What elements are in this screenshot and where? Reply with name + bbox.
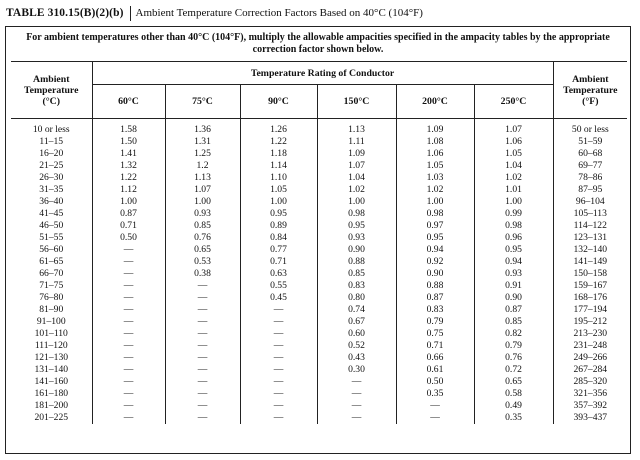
table-row bbox=[11, 376, 627, 388]
ambient-fahrenheit-cell: 78–86 bbox=[553, 172, 627, 184]
table-number: TABLE 310.15(B)(2)(b) bbox=[6, 7, 124, 19]
factor-200c-cell: — bbox=[396, 400, 474, 412]
factor-90c-cell: — bbox=[240, 328, 317, 340]
factor-60c-cell: 0.71 bbox=[120, 220, 137, 231]
factor-75c-cell: — bbox=[165, 304, 240, 316]
table-row bbox=[11, 328, 627, 340]
factor-250c-cell: 0.82 bbox=[474, 328, 553, 340]
table-row bbox=[11, 208, 627, 220]
table-intro-note: For ambient temperatures other than 40°C (104°F), multiply the allowable ampacities specified in the ampacity tables by the appropriate correction factor shown below. bbox=[26, 32, 610, 55]
table-row bbox=[11, 232, 627, 244]
ambient-fahrenheit-cell: 393–437 bbox=[553, 412, 627, 424]
ambient-fahrenheit-cell: 177–194 bbox=[553, 304, 627, 316]
factor-150c-cell: — bbox=[317, 412, 396, 424]
factor-75c-cell: 0.85 bbox=[165, 220, 240, 232]
factor-90c-cell: 0.55 bbox=[240, 280, 317, 292]
ambient-celsius-cell: 51–55 bbox=[11, 232, 92, 244]
ambient-celsius-cell: 26–30 bbox=[11, 172, 92, 184]
factor-200c-cell: 0.61 bbox=[396, 364, 474, 376]
factor-150c-cell: 0.52 bbox=[317, 340, 396, 352]
table-row bbox=[11, 244, 627, 256]
factor-250c-cell: 0.87 bbox=[474, 304, 553, 316]
header-ambient-fahrenheit-line1: Ambient bbox=[572, 73, 609, 85]
header-ambient-fahrenheit bbox=[553, 62, 627, 119]
factor-90c-cell: — bbox=[240, 316, 317, 328]
ambient-celsius-cell: 66–70 bbox=[11, 268, 92, 280]
factor-60c-cell: — bbox=[123, 280, 134, 291]
factor-60c-cell: — bbox=[123, 352, 134, 363]
factor-200c-cell: 0.92 bbox=[396, 256, 474, 268]
factor-250c-cell: 0.96 bbox=[474, 232, 553, 244]
header-ambient-fahrenheit-unit: (°F) bbox=[582, 95, 599, 107]
factor-75c-cell: — bbox=[165, 280, 240, 292]
factor-60c-cell: — bbox=[123, 340, 134, 351]
factor-150c-cell: 1.13 bbox=[317, 119, 396, 137]
factor-90c-cell: — bbox=[240, 388, 317, 400]
factor-250c-cell: 1.06 bbox=[474, 136, 553, 148]
factor-90c-cell: — bbox=[240, 352, 317, 364]
factor-90c-cell: — bbox=[240, 412, 317, 424]
ambient-fahrenheit-cell: 267–284 bbox=[553, 364, 627, 376]
factor-150c-cell: 0.60 bbox=[317, 328, 396, 340]
factor-60c-cell: — bbox=[123, 256, 134, 267]
ambient-celsius-cell: 11–15 bbox=[11, 136, 92, 148]
table-row bbox=[11, 304, 627, 316]
table-row bbox=[11, 148, 627, 160]
factor-200c-cell: 0.97 bbox=[396, 220, 474, 232]
factor-90c-cell: — bbox=[240, 400, 317, 412]
factor-200c-cell: 0.35 bbox=[396, 388, 474, 400]
ambient-celsius-cell: 56–60 bbox=[11, 244, 92, 256]
factor-250c-cell: 0.72 bbox=[474, 364, 553, 376]
factor-75c-cell: 0.38 bbox=[165, 268, 240, 280]
factor-60c-cell: — bbox=[123, 328, 134, 339]
table-title: Ambient Temperature Correction Factors Based on 40°C (104°F) bbox=[135, 7, 423, 19]
factor-75c-cell: — bbox=[165, 376, 240, 388]
factor-90c-cell: 1.22 bbox=[240, 136, 317, 148]
factor-150c-cell: 0.83 bbox=[317, 280, 396, 292]
factor-150c-cell: 0.88 bbox=[317, 256, 396, 268]
factor-90c-cell: 0.95 bbox=[240, 208, 317, 220]
ambient-celsius-cell: 76–80 bbox=[11, 292, 92, 304]
factor-60c-cell: 1.32 bbox=[120, 160, 137, 171]
factor-75c-cell: — bbox=[165, 400, 240, 412]
factor-150c-cell: 0.43 bbox=[317, 352, 396, 364]
factor-60c-cell: — bbox=[123, 388, 134, 399]
factor-75c-cell: — bbox=[165, 316, 240, 328]
factor-250c-cell: 0.85 bbox=[474, 316, 553, 328]
factor-90c-cell: — bbox=[240, 376, 317, 388]
factor-75c-cell: 1.25 bbox=[165, 148, 240, 160]
factor-90c-cell: — bbox=[240, 304, 317, 316]
factor-200c-cell: 0.87 bbox=[396, 292, 474, 304]
factor-75c-cell: — bbox=[165, 352, 240, 364]
factor-75c-cell: 1.36 bbox=[165, 119, 240, 137]
factor-75c-cell: 1.2 bbox=[165, 160, 240, 172]
factor-75c-cell: — bbox=[165, 388, 240, 400]
factor-90c-cell: 1.14 bbox=[240, 160, 317, 172]
table-row bbox=[11, 136, 627, 148]
factor-150c-cell: — bbox=[317, 376, 396, 388]
table-row bbox=[11, 280, 627, 292]
caption-divider bbox=[130, 6, 131, 21]
factor-250c-cell: 0.35 bbox=[474, 412, 553, 424]
factor-250c-cell: 1.05 bbox=[474, 148, 553, 160]
factor-150c-cell: — bbox=[317, 400, 396, 412]
factor-150c-cell: 0.95 bbox=[317, 220, 396, 232]
factor-150c-cell: 0.93 bbox=[317, 232, 396, 244]
factor-200c-cell: 1.05 bbox=[396, 160, 474, 172]
factor-75c-cell: — bbox=[165, 340, 240, 352]
table-row bbox=[11, 268, 627, 280]
table-row bbox=[11, 412, 627, 424]
header-temperature-rating: Temperature Rating of Conductor bbox=[92, 62, 553, 85]
factor-60c-cell: 1.50 bbox=[120, 136, 137, 147]
header-rating-90c: 90°C bbox=[240, 85, 317, 119]
factor-150c-cell: 1.07 bbox=[317, 160, 396, 172]
ambient-celsius-cell: 181–200 bbox=[11, 400, 92, 412]
table-row bbox=[11, 340, 627, 352]
factor-200c-cell: 0.95 bbox=[396, 232, 474, 244]
ambient-celsius-cell: 131–140 bbox=[11, 364, 92, 376]
header-rating-60c: 60°C bbox=[92, 85, 165, 119]
factor-200c-cell: 1.00 bbox=[396, 196, 474, 208]
header-ambient-celsius-line1: Ambient bbox=[33, 73, 70, 85]
factor-150c-cell: 0.90 bbox=[317, 244, 396, 256]
factor-60c-cell: — bbox=[123, 292, 134, 303]
factor-250c-cell: 0.91 bbox=[474, 280, 553, 292]
factor-250c-cell: 0.79 bbox=[474, 340, 553, 352]
ambient-celsius-cell: 71–75 bbox=[11, 280, 92, 292]
table-row bbox=[11, 220, 627, 232]
factor-250c-cell: 0.49 bbox=[474, 400, 553, 412]
factor-60c-cell: 1.22 bbox=[120, 172, 137, 183]
factor-90c-cell: 0.77 bbox=[240, 244, 317, 256]
table-frame bbox=[5, 26, 631, 454]
table-row bbox=[11, 256, 627, 268]
ambient-celsius-cell: 91–100 bbox=[11, 316, 92, 328]
ambient-celsius-cell: 141–160 bbox=[11, 376, 92, 388]
factor-75c-cell: — bbox=[165, 292, 240, 304]
factor-150c-cell: 1.11 bbox=[317, 136, 396, 148]
ambient-fahrenheit-cell: 50 or less bbox=[553, 119, 627, 137]
factor-60c-cell: — bbox=[123, 244, 134, 255]
table-row bbox=[11, 196, 627, 208]
ambient-celsius-cell: 161–180 bbox=[11, 388, 92, 400]
ambient-fahrenheit-cell: 96–104 bbox=[553, 196, 627, 208]
ambient-fahrenheit-cell: 141–149 bbox=[553, 256, 627, 268]
factor-250c-cell: 0.94 bbox=[474, 256, 553, 268]
ambient-celsius-cell: 121–130 bbox=[11, 352, 92, 364]
ambient-celsius-cell: 201–225 bbox=[11, 412, 92, 424]
factor-90c-cell: 0.84 bbox=[240, 232, 317, 244]
table-row bbox=[11, 364, 627, 376]
factor-75c-cell: — bbox=[165, 364, 240, 376]
factor-90c-cell: 0.63 bbox=[240, 268, 317, 280]
header-ambient-celsius bbox=[11, 62, 92, 119]
factor-150c-cell: 1.02 bbox=[317, 184, 396, 196]
factor-250c-cell: 1.02 bbox=[474, 172, 553, 184]
factor-200c-cell: 1.06 bbox=[396, 148, 474, 160]
factor-200c-cell: 0.83 bbox=[396, 304, 474, 316]
factor-200c-cell: 1.03 bbox=[396, 172, 474, 184]
factor-90c-cell: 0.71 bbox=[240, 256, 317, 268]
factor-60c-cell: 1.12 bbox=[120, 184, 137, 195]
ambient-fahrenheit-cell: 123–131 bbox=[553, 232, 627, 244]
factor-150c-cell: 0.30 bbox=[317, 364, 396, 376]
factor-250c-cell: 0.58 bbox=[474, 388, 553, 400]
factor-60c-cell: 0.87 bbox=[120, 208, 137, 219]
header-ambient-fahrenheit-line2: Temperature bbox=[563, 84, 618, 96]
table-row bbox=[11, 352, 627, 364]
ambient-fahrenheit-cell: 105–113 bbox=[553, 208, 627, 220]
factor-75c-cell: — bbox=[165, 412, 240, 424]
factor-75c-cell: 0.93 bbox=[165, 208, 240, 220]
factor-75c-cell: 0.76 bbox=[165, 232, 240, 244]
ambient-celsius-cell: 36–40 bbox=[11, 196, 92, 208]
factor-200c-cell: 0.50 bbox=[396, 376, 474, 388]
factor-200c-cell: 0.66 bbox=[396, 352, 474, 364]
ambient-celsius-cell: 46–50 bbox=[11, 220, 92, 232]
factor-75c-cell: 1.31 bbox=[165, 136, 240, 148]
factor-90c-cell: — bbox=[240, 340, 317, 352]
table-row bbox=[11, 292, 627, 304]
ambient-fahrenheit-cell: 69–77 bbox=[553, 160, 627, 172]
factor-75c-cell: 1.13 bbox=[165, 172, 240, 184]
factor-60c-cell: — bbox=[123, 364, 134, 375]
factor-250c-cell: 0.93 bbox=[474, 268, 553, 280]
ambient-fahrenheit-cell: 60–68 bbox=[553, 148, 627, 160]
factor-75c-cell: 0.53 bbox=[165, 256, 240, 268]
factor-150c-cell: 0.67 bbox=[317, 316, 396, 328]
factor-250c-cell: 0.98 bbox=[474, 220, 553, 232]
ambient-celsius-cell: 41–45 bbox=[11, 208, 92, 220]
factor-150c-cell: 0.80 bbox=[317, 292, 396, 304]
ambient-fahrenheit-cell: 213–230 bbox=[553, 328, 627, 340]
factor-250c-cell: 0.76 bbox=[474, 352, 553, 364]
table-row bbox=[11, 172, 627, 184]
factor-90c-cell: 1.00 bbox=[240, 196, 317, 208]
header-ambient-celsius-unit: (°C) bbox=[42, 95, 61, 107]
factor-200c-cell: 0.98 bbox=[396, 208, 474, 220]
factor-250c-cell: 0.99 bbox=[474, 208, 553, 220]
table-row bbox=[11, 388, 627, 400]
factor-75c-cell: — bbox=[165, 328, 240, 340]
factor-150c-cell: 1.09 bbox=[317, 148, 396, 160]
factor-150c-cell: 0.98 bbox=[317, 208, 396, 220]
table-row bbox=[11, 400, 627, 412]
correction-factor-table bbox=[11, 61, 627, 424]
factor-150c-cell: 0.85 bbox=[317, 268, 396, 280]
ambient-fahrenheit-cell: 87–95 bbox=[553, 184, 627, 196]
ambient-celsius-cell: 10 or less bbox=[11, 119, 92, 137]
table-row bbox=[11, 160, 627, 172]
factor-200c-cell: 0.94 bbox=[396, 244, 474, 256]
ambient-fahrenheit-cell: 150–158 bbox=[553, 268, 627, 280]
factor-200c-cell: 1.08 bbox=[396, 136, 474, 148]
table-caption bbox=[6, 3, 423, 23]
factor-250c-cell: 1.07 bbox=[474, 119, 553, 137]
header-rating-150c: 150°C bbox=[317, 85, 396, 119]
ambient-fahrenheit-cell: 159–167 bbox=[553, 280, 627, 292]
factor-200c-cell: 0.79 bbox=[396, 316, 474, 328]
factor-75c-cell: 0.65 bbox=[165, 244, 240, 256]
factor-60c-cell: 1.41 bbox=[120, 148, 137, 159]
ambient-fahrenheit-cell: 51–59 bbox=[553, 136, 627, 148]
factor-90c-cell: 1.05 bbox=[240, 184, 317, 196]
factor-200c-cell: 1.09 bbox=[396, 119, 474, 137]
ambient-fahrenheit-cell: 249–266 bbox=[553, 352, 627, 364]
factor-60c-cell: — bbox=[123, 316, 134, 327]
factor-60c-cell: — bbox=[123, 400, 134, 411]
factor-250c-cell: 1.01 bbox=[474, 184, 553, 196]
table-row bbox=[11, 316, 627, 328]
ambient-celsius-cell: 111–120 bbox=[11, 340, 92, 352]
table-body bbox=[11, 119, 627, 425]
factor-60c-cell: — bbox=[123, 376, 134, 387]
ambient-celsius-cell: 21–25 bbox=[11, 160, 92, 172]
factor-60c-cell: — bbox=[123, 304, 134, 315]
ambient-fahrenheit-cell: 285–320 bbox=[553, 376, 627, 388]
factor-250c-cell: 0.95 bbox=[474, 244, 553, 256]
ambient-celsius-cell: 101–110 bbox=[11, 328, 92, 340]
factor-200c-cell: 1.02 bbox=[396, 184, 474, 196]
factor-60c-cell: — bbox=[123, 412, 134, 423]
factor-200c-cell: 0.88 bbox=[396, 280, 474, 292]
factor-60c-cell: 0.50 bbox=[120, 232, 137, 243]
factor-200c-cell: 0.71 bbox=[396, 340, 474, 352]
ambient-fahrenheit-cell: 231–248 bbox=[553, 340, 627, 352]
ambient-celsius-cell: 61–65 bbox=[11, 256, 92, 268]
factor-75c-cell: 1.07 bbox=[165, 184, 240, 196]
ambient-fahrenheit-cell: 321–356 bbox=[553, 388, 627, 400]
ambient-celsius-cell: 31–35 bbox=[11, 184, 92, 196]
factor-250c-cell: 0.65 bbox=[474, 376, 553, 388]
factor-90c-cell: 0.45 bbox=[240, 292, 317, 304]
factor-60c-cell: 1.58 bbox=[120, 124, 137, 135]
ambient-fahrenheit-cell: 168–176 bbox=[553, 292, 627, 304]
factor-150c-cell: 1.00 bbox=[317, 196, 396, 208]
header-ambient-celsius-line2: Temperature bbox=[24, 84, 79, 96]
factor-200c-cell: 0.75 bbox=[396, 328, 474, 340]
header-rating-250c: 250°C bbox=[474, 85, 553, 119]
factor-60c-cell: 1.00 bbox=[120, 196, 137, 207]
table-row bbox=[11, 119, 627, 137]
ambient-fahrenheit-cell: 195–212 bbox=[553, 316, 627, 328]
factor-90c-cell: — bbox=[240, 364, 317, 376]
factor-90c-cell: 1.10 bbox=[240, 172, 317, 184]
factor-90c-cell: 0.89 bbox=[240, 220, 317, 232]
ambient-fahrenheit-cell: 132–140 bbox=[553, 244, 627, 256]
factor-250c-cell: 0.90 bbox=[474, 292, 553, 304]
ambient-fahrenheit-cell: 114–122 bbox=[553, 220, 627, 232]
header-rating-200c: 200°C bbox=[396, 85, 474, 119]
ambient-celsius-cell: 16–20 bbox=[11, 148, 92, 160]
factor-250c-cell: 1.00 bbox=[474, 196, 553, 208]
factor-200c-cell: — bbox=[396, 412, 474, 424]
factor-150c-cell: — bbox=[317, 388, 396, 400]
factor-150c-cell: 0.74 bbox=[317, 304, 396, 316]
factor-75c-cell: 1.00 bbox=[165, 196, 240, 208]
ambient-fahrenheit-cell: 357–392 bbox=[553, 400, 627, 412]
factor-150c-cell: 1.04 bbox=[317, 172, 396, 184]
factor-60c-cell: — bbox=[123, 268, 134, 279]
ambient-celsius-cell: 81–90 bbox=[11, 304, 92, 316]
table-row bbox=[11, 184, 627, 196]
factor-200c-cell: 0.90 bbox=[396, 268, 474, 280]
header-rating-75c: 75°C bbox=[165, 85, 240, 119]
factor-90c-cell: 1.26 bbox=[240, 119, 317, 137]
factor-90c-cell: 1.18 bbox=[240, 148, 317, 160]
factor-250c-cell: 1.04 bbox=[474, 160, 553, 172]
